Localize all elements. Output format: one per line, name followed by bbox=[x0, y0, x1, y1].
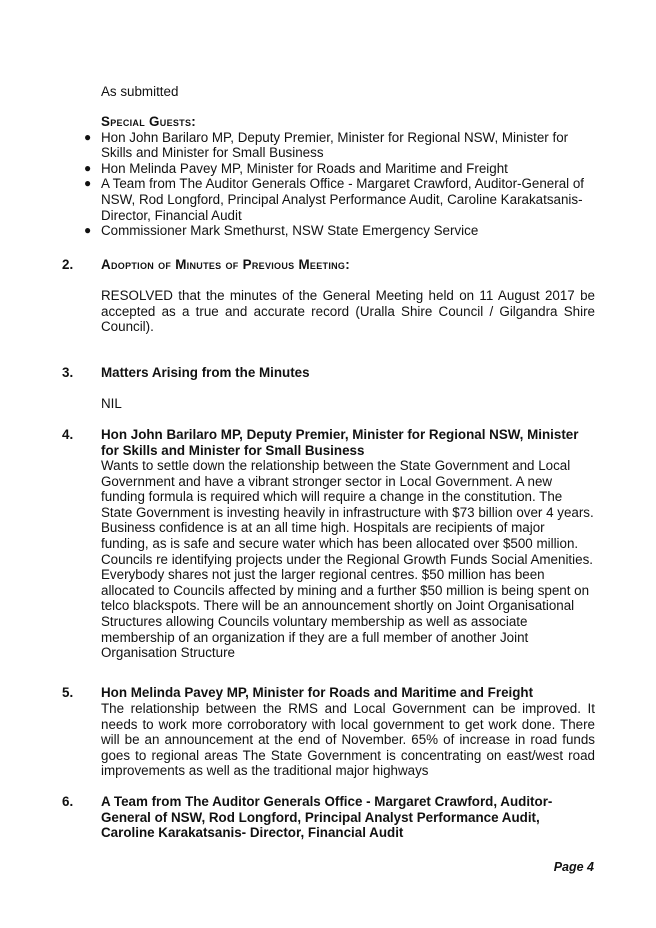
section-heading: Hon Melinda Pavey MP, Minister for Roads and Maritime and Freight bbox=[101, 685, 534, 700]
special-guests-section bbox=[84, 114, 595, 239]
section-body: NIL bbox=[101, 396, 122, 411]
intro-text: As submitted bbox=[101, 84, 179, 99]
bullet-icon: ● bbox=[84, 176, 92, 191]
list-item bbox=[84, 160, 595, 177]
list-item bbox=[84, 176, 595, 223]
section-heading: Hon John Barilaro MP, Deputy Premier, Minister for Regional NSW, Minister for Skills and Minister for Small Business bbox=[101, 427, 579, 458]
list-item-text: A Team from The Auditor Generals Office - Margaret Crawford, Auditor-General of NSW, Rod Longford, Principal Analyst Performance Audit, Caroline Karakatsanis-Director, Financial Audit bbox=[101, 176, 585, 223]
special-guests-heading: Special Guests: bbox=[101, 114, 197, 129]
list-item bbox=[84, 223, 595, 239]
list-item bbox=[84, 129, 595, 161]
list-item-text: Hon Melinda Pavey MP, Minister for Roads and Maritime and Freight bbox=[101, 160, 508, 176]
bullet-icon: ● bbox=[84, 129, 92, 144]
section-body: RESOLVED that the minutes of the General Meeting held on 11 August 2017 be accepted as a true and accurate record (Uralla Shire Council / Gilgandra Shire Council). bbox=[101, 288, 595, 335]
section-number: 4. bbox=[62, 427, 74, 442]
section-heading: A Team from The Auditor Generals Office - Margaret Crawford, Auditor-General of NSW, Rod Longford, Principal Analyst Performance Audit, Caroline Karakatsanis- Director, Financial Audit bbox=[101, 794, 553, 841]
section-number: 5. bbox=[62, 685, 74, 700]
special-guests-list bbox=[84, 129, 595, 239]
section-body: Wants to settle down the relationship between the State Government and Local Government and have a vibrant stronger sector in Local Government. A new funding formula is required which will require a change in the constitution. The State Government is investing heavily in infrastructure with $73 billion over 4 years. Business confidence is at an all time high. Hospitals are recipients of major funding, as is safe and secure water which has been allocated over $500 million. Councils re identifying projects under the Regional Growth Funds Social Amenities. Everybody shares not just the larger regional centres. $50 million has been allocated to Councils affected by mining and a further $50 million is being spent on telco blackspots. There will be an announcement shortly on Joint Organisational Structures allowing Councils voluntary membership as well as associate membership of an organization if they are a full member of another Joint Organisation Structure bbox=[101, 458, 594, 661]
list-item-text: Hon John Barilaro MP, Deputy Premier, Minister for Regional NSW, Minister for Skills and Minister for Small Business bbox=[101, 129, 569, 161]
bullet-icon: ● bbox=[84, 160, 92, 175]
list-item-text: Commissioner Mark Smethurst, NSW State Emergency Service bbox=[101, 223, 479, 239]
section-heading: Adoption of Minutes of Previous Meeting: bbox=[101, 257, 350, 272]
section-number: 2. bbox=[62, 257, 74, 272]
section-number: 6. bbox=[62, 794, 74, 809]
section-body: The relationship between the RMS and Local Government can be improved. It needs to work more corroboratory with local government to get work done. There will be an announcement at the end of November. 65% of increase in road funds goes to regional areas The State Government is concentrating on east/west road improvements as well as the traditional major highways bbox=[101, 701, 595, 779]
section-heading: Matters Arising from the Minutes bbox=[101, 365, 310, 380]
bullet-icon: ● bbox=[84, 223, 92, 238]
section-number: 3. bbox=[62, 365, 74, 380]
page-number: Page 4 bbox=[553, 860, 594, 874]
